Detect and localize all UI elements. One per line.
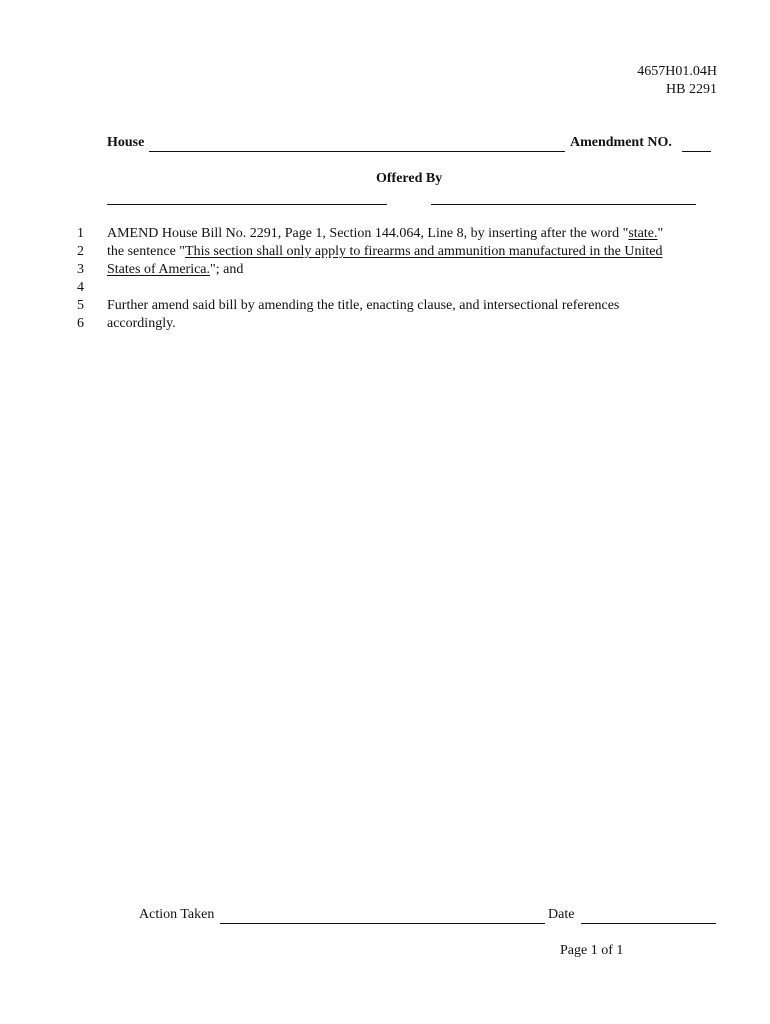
line-number: 3 — [77, 262, 84, 277]
offered-by-signature-line-left — [107, 204, 387, 205]
amendment-line-3 — [107, 261, 243, 279]
line-number: 6 — [77, 316, 84, 331]
house-label: House — [107, 135, 145, 150]
inserted-text-underlined: This section shall only apply to firearms and ammunition manufactured in the United — [185, 244, 663, 259]
amendment-text: "; and — [210, 262, 244, 277]
amendment-number-label: Amendment NO. — [570, 135, 672, 150]
date-blank-line — [581, 923, 716, 924]
offered-by-label: Offered By — [376, 171, 443, 186]
line-number: 5 — [77, 298, 84, 313]
inserted-text-underlined: state. — [628, 226, 658, 241]
action-taken-blank-line — [220, 923, 545, 924]
bill-number: HB 2291 — [666, 82, 717, 97]
document-code: 4657H01.04H — [637, 64, 717, 79]
date-label: Date — [548, 907, 575, 922]
amendment-text: AMEND House Bill No. 2291, Page 1, Section 144.064, Line 8, by inserting after the word " — [107, 226, 629, 241]
amendment-line-1 — [107, 225, 663, 243]
amendment-text: " — [657, 226, 664, 241]
house-blank-line — [149, 151, 565, 152]
amendment-line-5: Further amend said bill by amending the title, enacting clause, and intersectional references — [107, 298, 620, 313]
page-number: Page 1 of 1 — [560, 943, 624, 958]
amendment-line-6: accordingly. — [107, 316, 176, 331]
line-number: 1 — [77, 226, 84, 241]
action-taken-label: Action Taken — [139, 907, 215, 922]
inserted-text-underlined: States of America. — [107, 262, 211, 277]
line-number: 4 — [77, 280, 84, 295]
offered-by-signature-line-right — [431, 204, 696, 205]
amendment-text: the sentence " — [107, 244, 186, 259]
amendment-number-blank-line — [682, 151, 711, 152]
line-number: 2 — [77, 244, 84, 259]
amendment-line-2 — [107, 243, 662, 261]
